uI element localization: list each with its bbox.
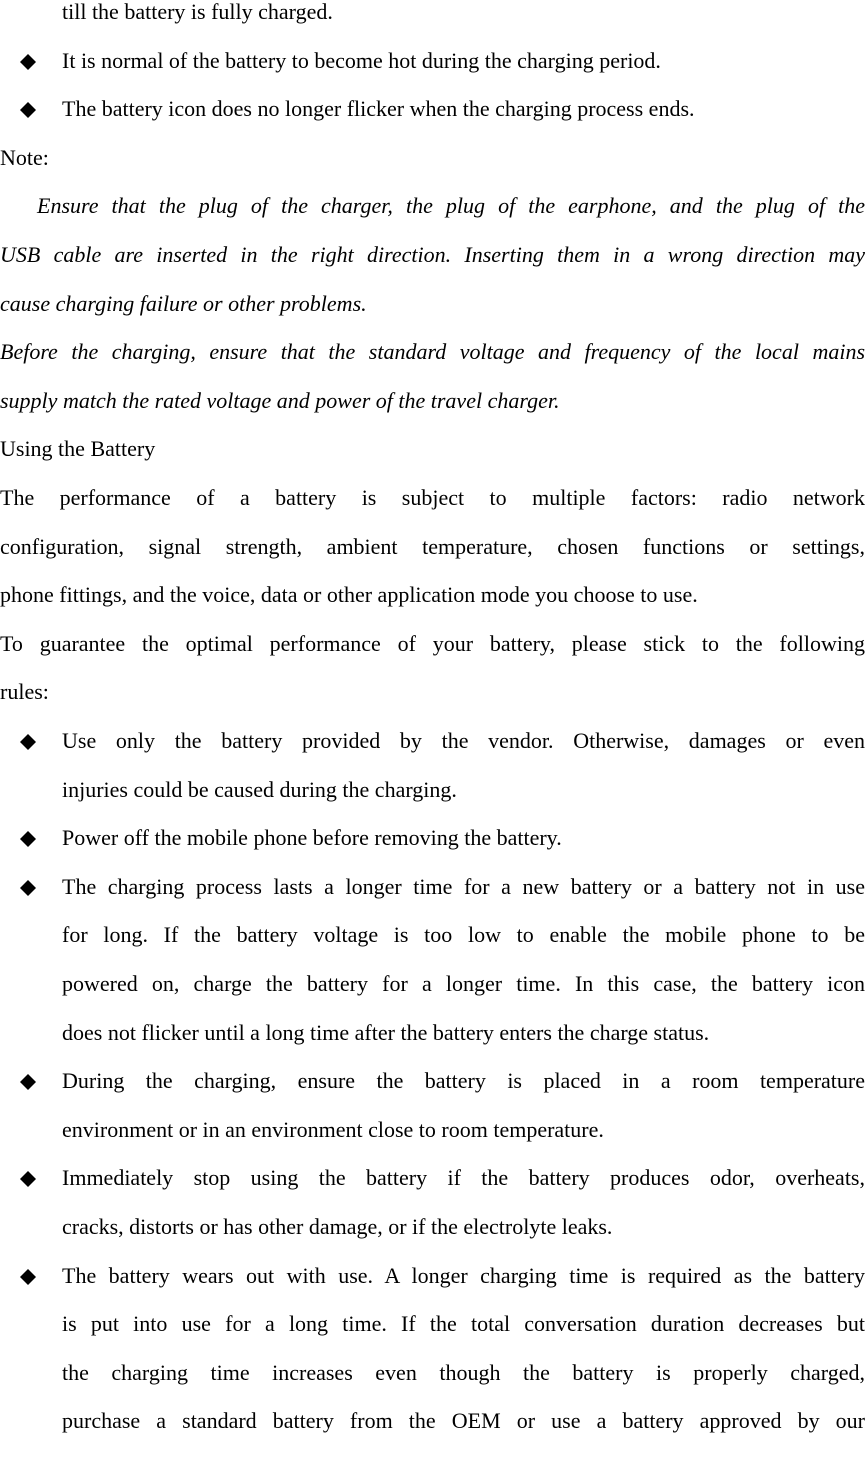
paragraph-line: is put into use for a long time. If the total conversation duration decreases but bbox=[62, 1311, 865, 1337]
paragraph-line: The performance of a battery is subject to multiple factors: radio network bbox=[0, 485, 865, 510]
diamond-bullet-icon bbox=[20, 1269, 36, 1285]
paragraph-line: phone fittings, and the voice, data or other application mode you choose to use. bbox=[0, 582, 698, 608]
paragraph-line: does not flicker until a long time after the battery enters the charge status. bbox=[62, 1019, 710, 1045]
paragraph-line: Ensure that the plug of the charger, the plug of the earphone, and the plug of the bbox=[37, 193, 865, 219]
paragraph-line: the charging time increases even though the battery is properly charged, bbox=[62, 1359, 865, 1385]
paragraph-line: Before the charging, ensure that the standard voltage and frequency of the local mains bbox=[0, 339, 865, 365]
bullet-item-text: During the charging, ensure the battery is placed in a room temperature bbox=[62, 1068, 865, 1094]
bullet-item-text: Power off the mobile phone before removing the battery. bbox=[62, 825, 562, 851]
paragraph-line: environment or in an environment close to room temperature. bbox=[62, 1116, 604, 1142]
paragraph-line: Using the Battery bbox=[0, 436, 156, 462]
paragraph-line: rules: bbox=[0, 679, 49, 705]
diamond-bullet-icon bbox=[20, 1171, 36, 1187]
diamond-bullet-icon bbox=[20, 880, 36, 896]
diamond-bullet-icon bbox=[20, 102, 36, 118]
bullet-item-text: The charging process lasts a longer time for a new battery or a battery not in use bbox=[62, 873, 865, 899]
paragraph-line: To guarantee the optimal performance of your battery, please stick to the following bbox=[0, 630, 865, 656]
diamond-bullet-icon bbox=[20, 54, 36, 70]
bullet-item-text: Use only the battery provided by the vendor. Otherwise, damages or even bbox=[62, 728, 865, 753]
paragraph-line: supply match the rated voltage and power of the travel charger. bbox=[0, 387, 560, 413]
paragraph-line: powered on, charge the battery for a longer time. In this case, the battery icon bbox=[62, 971, 865, 996]
diamond-bullet-icon bbox=[20, 1074, 36, 1090]
bullet-item-text: Immediately stop using the battery if the battery produces odor, overheats, bbox=[62, 1165, 865, 1191]
paragraph-line: injuries could be caused during the charging. bbox=[62, 776, 457, 802]
diamond-bullet-icon bbox=[20, 831, 36, 847]
paragraph-line: cause charging failure or other problems. bbox=[0, 290, 367, 316]
paragraph-line: USB cable are inserted in the right direction. Inserting them in a wrong direction may bbox=[0, 242, 865, 267]
paragraph-line: cracks, distorts or has other damage, or if the electrolyte leaks. bbox=[62, 1214, 613, 1239]
paragraph-line: for long. If the battery voltage is too low to enable the mobile phone to be bbox=[62, 922, 865, 948]
paragraph-line: Note: bbox=[0, 144, 49, 170]
bullet-item-text: The battery wears out with use. A longer charging time is required as the battery bbox=[62, 1262, 865, 1288]
bullet-item-text: The battery icon does no longer flicker when the charging process ends. bbox=[62, 96, 695, 122]
diamond-bullet-icon bbox=[20, 734, 36, 750]
bullet-item-text: It is normal of the battery to become hot during the charging period. bbox=[62, 47, 661, 73]
paragraph-line: till the battery is fully charged. bbox=[62, 0, 333, 24]
paragraph-line: configuration, signal strength, ambient temperature, chosen functions or settings, bbox=[0, 533, 865, 559]
paragraph-line: purchase a standard battery from the OEM or use a battery approved by our bbox=[62, 1408, 865, 1434]
